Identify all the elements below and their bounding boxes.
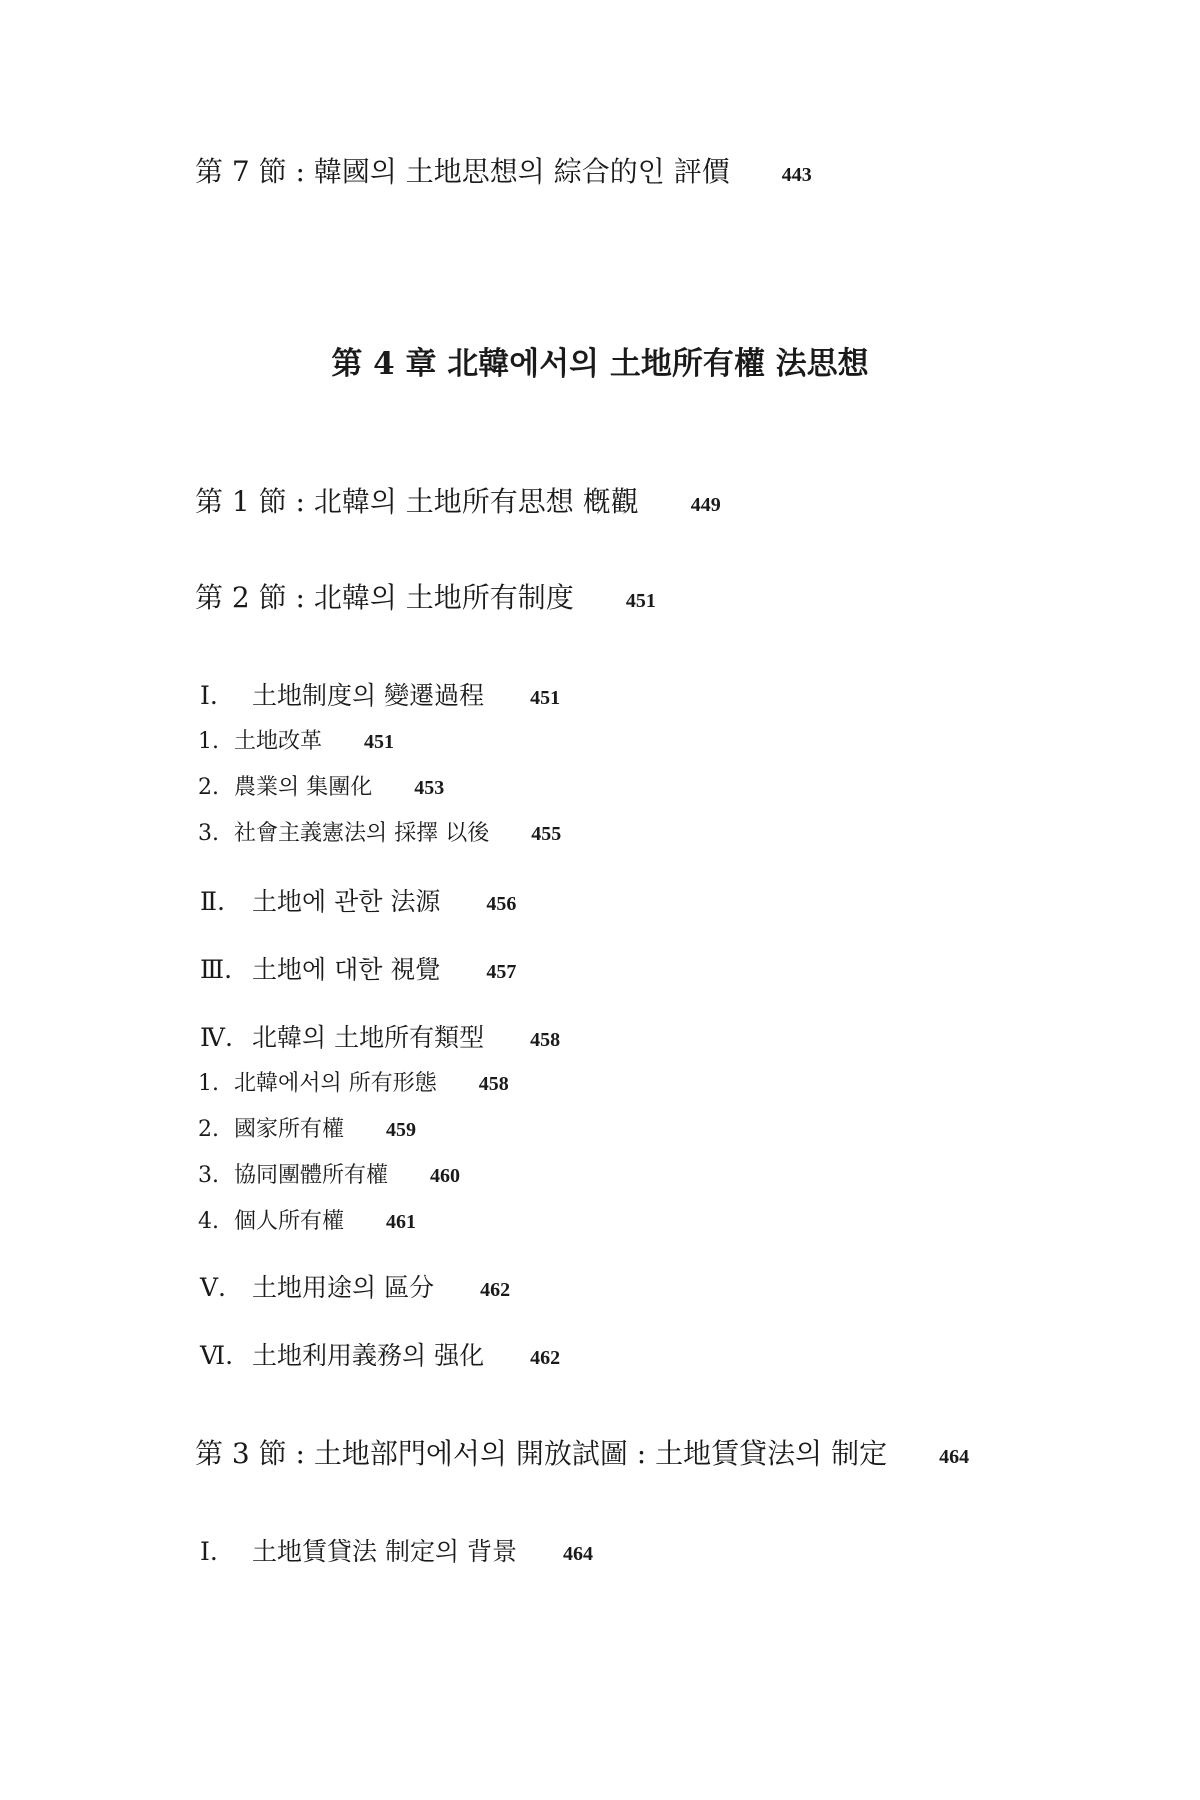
toc-entry-page: 451: [530, 687, 561, 709]
toc-entry-page: 462: [480, 1279, 511, 1301]
toc-item: [198, 724, 394, 755]
toc-subentry-roman-1: [200, 676, 560, 712]
toc-subentry-roman-6: [200, 1336, 560, 1372]
toc-entry-label: 土地에 대한 視覺: [252, 955, 441, 984]
roman-numeral: Ⅵ.: [200, 1341, 234, 1370]
toc-entry-page: 458: [478, 1073, 509, 1095]
item-number: 2.: [198, 1117, 219, 1142]
toc-entry-page: 449: [690, 494, 721, 516]
toc-entry-page: 451: [625, 590, 656, 612]
toc-item: [198, 1204, 416, 1235]
toc-entry-label: 土地利用義務의 强化: [252, 1341, 485, 1370]
toc-entry-page: 464: [939, 1446, 970, 1468]
toc-entry-page: 462: [530, 1347, 561, 1369]
toc-entry-label: 第 2 節 : 北韓의 土地所有制度: [195, 581, 574, 614]
toc-entry-section-2: [195, 576, 656, 616]
toc-entry-label: 土地에 관한 法源: [252, 887, 441, 916]
toc-entry-label: 協同團體所有權: [234, 1163, 389, 1188]
toc-entry-page: 464: [563, 1543, 594, 1565]
toc-entry-label: 北韓의 土地所有類型: [252, 1023, 485, 1052]
roman-numeral: Ⅱ.: [200, 887, 225, 916]
toc-subentry-roman-2: [200, 882, 516, 918]
toc-subentry-roman-3: [200, 950, 516, 986]
toc-entry-page: 455: [531, 823, 562, 845]
toc-entry-page: 458: [530, 1029, 561, 1051]
roman-numeral: Ⅰ.: [200, 681, 218, 710]
toc-entry-page: 451: [364, 731, 395, 753]
roman-numeral: Ⅳ.: [200, 1023, 233, 1052]
toc-entry-label: 土地制度의 變遷過程: [252, 681, 485, 710]
toc-item: [198, 770, 444, 801]
roman-numeral: Ⅲ.: [200, 955, 233, 984]
toc-entry-label: 個人所有權: [234, 1209, 345, 1234]
toc-entry-label: 北韓에서의 所有形態: [234, 1071, 437, 1096]
toc-entry-label: 第 3 節 : 土地部門에서의 開放試圖 : 土地賃貸法의 制定: [195, 1437, 888, 1470]
toc-entry-label: 社會主義憲法의 採擇 以後: [234, 821, 490, 846]
toc-item: [198, 816, 561, 847]
chapter-title-text: 第 4 章 北韓에서의 土地所有權 法思想: [331, 346, 869, 382]
item-number: 1.: [198, 1071, 219, 1096]
item-number: 3.: [198, 1163, 219, 1188]
toc-subentry-roman-4: [200, 1018, 560, 1054]
item-number: 1.: [198, 729, 219, 754]
toc-entry-label: 農業의 集團化: [234, 775, 373, 800]
roman-numeral: Ⅴ.: [200, 1273, 227, 1302]
toc-subentry-roman-5: [200, 1268, 510, 1304]
toc-entry-page: 456: [486, 893, 517, 915]
toc-entry-label: 土地賃貸法 制定의 背景: [252, 1537, 518, 1566]
toc-entry-section-7: [195, 150, 812, 190]
chapter-title: [0, 338, 1200, 383]
item-number: 3.: [198, 821, 219, 846]
toc-entry-page: 443: [781, 164, 812, 186]
item-number: 2.: [198, 775, 219, 800]
toc-item: [198, 1158, 460, 1189]
toc-entry-section-3: [195, 1432, 969, 1472]
toc-item: [198, 1066, 509, 1097]
toc-item: [198, 1112, 416, 1143]
toc-entry-section-1: [195, 480, 721, 520]
toc-entry-label: 土地用途의 區分: [252, 1273, 435, 1302]
item-number: 4.: [198, 1209, 219, 1234]
toc-entry-page: 453: [414, 777, 445, 799]
toc-entry-label: 第 1 節 : 北韓의 土地所有思想 槪觀: [195, 485, 639, 518]
roman-numeral: Ⅰ.: [200, 1537, 218, 1566]
toc-entry-page: 457: [486, 961, 517, 983]
toc-entry-label: 土地改革: [234, 729, 323, 754]
toc-subentry-roman-1: [200, 1532, 593, 1568]
toc-entry-page: 460: [430, 1165, 461, 1187]
toc-entry-label: 國家所有權: [234, 1117, 345, 1142]
toc-entry-page: 461: [386, 1211, 417, 1233]
toc-entry-page: 459: [386, 1119, 417, 1141]
toc-entry-label: 第 7 節 : 韓國의 土地思想의 綜合的인 評價: [195, 155, 730, 188]
